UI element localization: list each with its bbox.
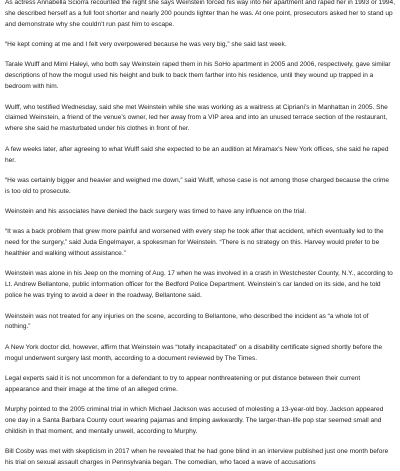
- paragraph-surgery-denial: Weinstein and his associates have denied the back surgery was timed to have any influence on the trial.: [5, 208, 307, 216]
- paragraph-jeep-crash: Weinstein was alone in his Jeep on the morning of Aug. 17 when he was involved in a crash in Westchester County, N.Y., according to Lt. Andrew Bellantone, public information officer for the Bedford Police Department. Weinstein’s car landed on its side, and he told police he was trying to avoid a deer in the roadway, Bellantone said.: [5, 270, 393, 300]
- paragraph-no-injuries: Weinstein was not treated for any injuries on the scene, according to Bellantone, who described the incident as “a whole lot of nothing.”: [5, 312, 369, 331]
- paragraph-disability-certificate: A New York doctor did, however, affirm that Weinstein was “totally incapacitated” on a disability certificate signed shortly before the mogul underwent surgery last month, according to a document reviewed by The Times.: [5, 343, 383, 362]
- paragraph-michael-jackson: Murphy pointed to the 2005 criminal trial in which Michael Jackson was accused of molesting a 13-year-old boy. Jackson appeared one day in a Santa Barbara County court wearing pajamas and limping awkwardly. The larger-than-life pop star seemed small and childish in that moment, and mentally unwell, according to Murphy.: [5, 406, 384, 435]
- paragraph-sciorra-quote: “He kept coming at me and I felt very overpowered because he was very big,” she said last week.: [5, 41, 287, 49]
- paragraph-engelmayer-quote: “It was a back problem that grew more painful and worsened with every step he took after that accident, which eventually led to the need for the surgery,” said Juda Engelmayer, a spokesman for Weinstein. “There is no strategy on this. Harvey would prefer to be healthier and walking without assistance.”: [5, 228, 384, 258]
- paragraph-wulff-quote: “He was certainly bigger and heavier and weighed me down,” said Wulff, whose case is not among those charged because the crime is too old to prosecute.: [5, 176, 390, 195]
- paragraph-sciorra-account: As actress Annabella Sciorra recounted the night she says Weinstein forced his way into her apartment and raped her in 1993 or 1994, she described herself as a full foot shorter and nearly 200 pounds lighter than he was. At one point, prosecutors asked her to stand up and demonstrate why she couldn’t run past him to escape.: [5, 0, 396, 28]
- paragraph-legal-experts: Legal experts said it is not uncommon for a defendant to try to appear nonthreatening or put distance between their current appearance and their image at the time of an alleged crime.: [5, 374, 361, 393]
- paragraph-wulff-cipriani: Wulff, who testified Wednesday, said she met Weinstein while she was working as a waitress at Cipriani’s in Manhattan in 2005. She claimed Weinstein, a friend of the venue’s owner, led her away from a VIP area and into an unused terrace section of the restaurant, where she said he masturbated under his clothes in front of her.: [5, 103, 388, 133]
- paragraph-wulff-haleyi: Tarale Wulff and Mimi Haleyi, who both say Weinstein raped them in his SoHo apartment in 2005 and 2006, respectively, gave similar descriptions of how the mogul used his height and bulk to back them farther into his residence, until they wound up trapped in a bedroom with him.: [5, 61, 391, 91]
- paragraph-miramax-audition: A few weeks later, after agreeing to what Wulff said she expected to be an audition at Miramax’s New York offices, she said he raped her.: [5, 145, 389, 164]
- paragraph-bill-cosby: Bill Cosby was met with skepticism in 2017 when he revealed that he had gone blind in an interview published just one month before his trial on sexual assault charges in Pennsylvania began. The comedian, who faced a wave of accusations: [5, 448, 389, 467]
